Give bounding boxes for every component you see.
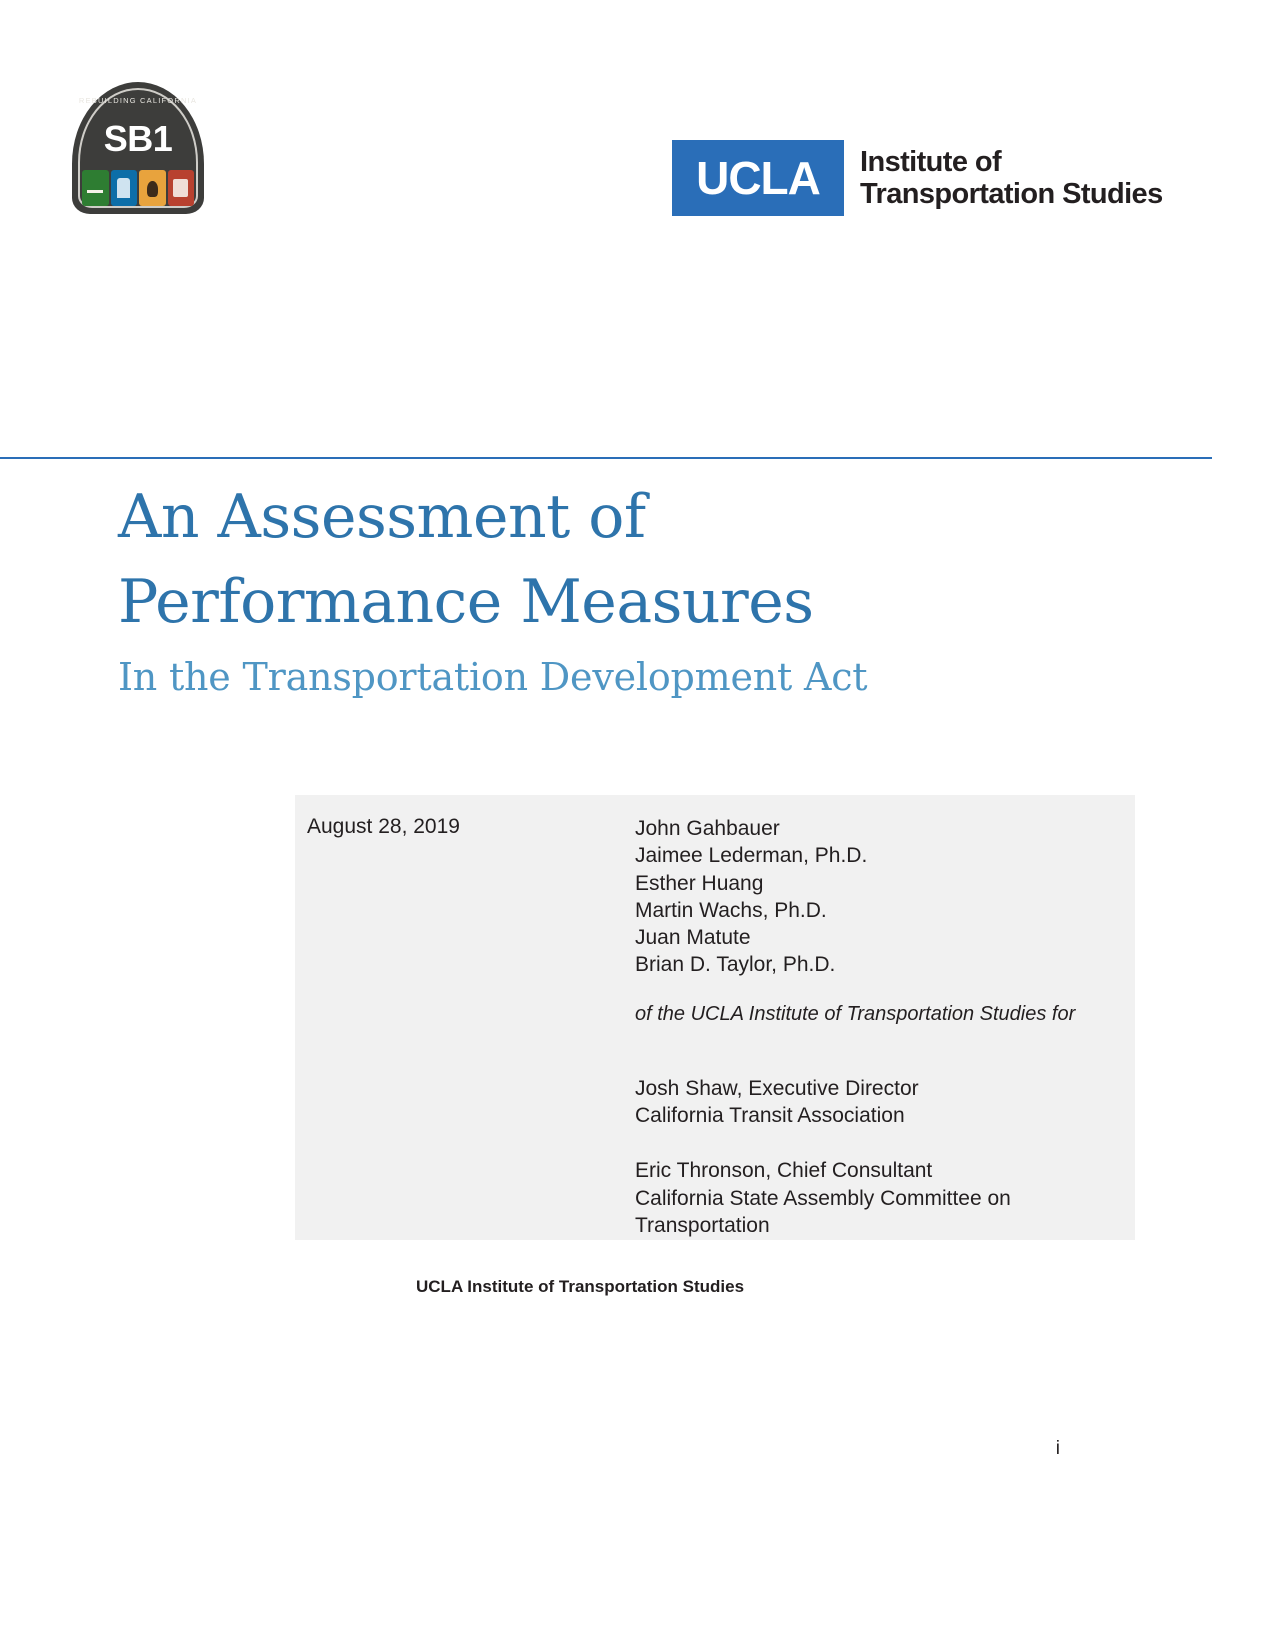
sb1-logo — [72, 82, 204, 214]
page-title — [118, 475, 1138, 706]
list-item: Martin Wachs, Ph.D. — [635, 898, 827, 922]
ucla-wordmark-box — [672, 140, 844, 216]
title-line-2: Performance Measures — [118, 567, 814, 638]
page-number: i — [1055, 1438, 1060, 1459]
publisher-credit: UCLA Institute of Transportation Studies — [416, 1277, 745, 1296]
sb1-shield-shape — [72, 82, 204, 214]
publication-date: August 28, 2019 — [307, 815, 460, 838]
authors-and-recipients — [635, 815, 1125, 1239]
recipient-org-line-2: Transportation — [635, 1213, 770, 1237]
ucla-wordmark: UCLA — [696, 152, 820, 204]
recipient-name: Eric Thronson, Chief Consultant — [635, 1159, 933, 1183]
sb1-arc-text: REBUILDING CALIFORNIA — [78, 96, 198, 105]
list-item: Jaimee Lederman, Ph.D. — [635, 844, 868, 868]
title-line-1: An Assessment of — [118, 482, 646, 552]
sb1-icon-tiles — [82, 170, 194, 206]
rail-icon — [111, 170, 138, 206]
sb1-wordmark: SB1 — [103, 118, 173, 159]
road-icon — [82, 170, 109, 206]
recipient-org: California Transit Association — [635, 1104, 905, 1128]
recipient-1 — [635, 1075, 1125, 1130]
document-info-panel — [295, 795, 1135, 1240]
recipient-2 — [635, 1157, 1125, 1239]
list-item: Brian D. Taylor, Ph.D. — [635, 953, 836, 977]
header-divider — [0, 457, 1212, 459]
author-affiliation: of the UCLA Institute of Transportation Studies for — [635, 1002, 1076, 1025]
bridge-icon — [168, 170, 195, 206]
worker-icon — [139, 170, 166, 206]
recipient-org-line-1: California State Assembly Committee on — [635, 1186, 1011, 1210]
recipient-name: Josh Shaw, Executive Director — [635, 1076, 919, 1100]
author-list — [635, 815, 1125, 979]
title-subtitle: In the Transportation Development Act — [118, 655, 868, 700]
list-item: Juan Matute — [635, 926, 751, 950]
list-item: John Gahbauer — [635, 817, 780, 840]
institute-line-1: Institute of — [860, 145, 1002, 178]
institute-line-2: Transportation Studies — [860, 178, 1163, 210]
institute-name — [860, 146, 1163, 211]
list-item: Esther Huang — [635, 871, 764, 895]
ucla-its-logo — [672, 140, 1163, 216]
